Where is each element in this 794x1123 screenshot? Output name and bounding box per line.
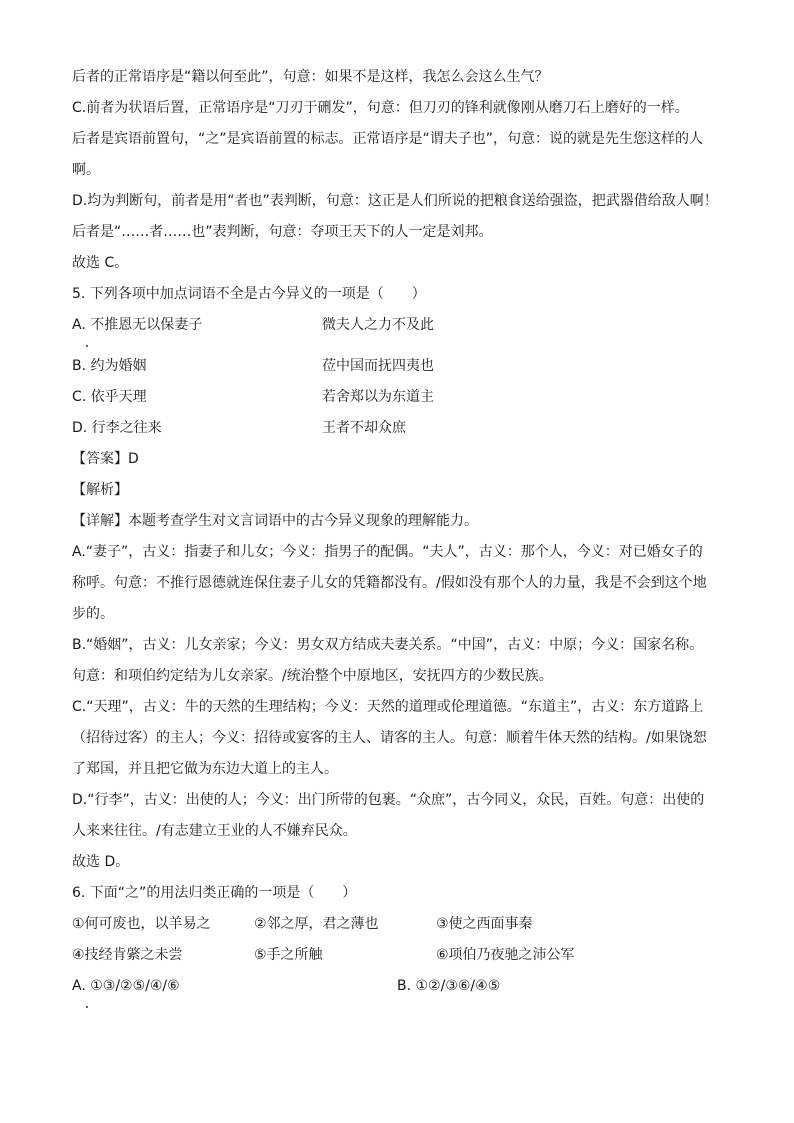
q6-items-row-2 <box>72 940 732 971</box>
q5-detail-line: C.“天理”，古义：牛的天然的生理结构；今义：天然的道理或伦理道德。“东道主”，古义：东方道路上 <box>72 699 704 715</box>
text-line: C.前者为状语后置，正常语序是“刀刃于硎发”，句意：但刀刃的锋利就像刚从磨刀石上磨好的一样。 <box>72 100 689 116</box>
q5-option-b-second: 莅中国而抚四夷也 <box>322 358 434 374</box>
text-line: 后者是宾语前置句，“之”是宾语前置的标志。正常语序是“谓夫子也”，句意：说的就是先生您这样的人 <box>72 131 704 147</box>
q5-detail-line: 称呼。句意：不推行恩德就连保住妻子儿女的凭籍都没有。/假如没有那个人的力量，我是不会到这个地 <box>72 575 707 591</box>
q5-detail-line: （招待过客）的主人；今义：招待或宴客的主人、请客的主人。句意：顺着牛体天然的结构。/如果饶恕 <box>72 730 707 746</box>
q5-detail-line: B.“婚姻”，古义：儿女亲家；今义：男女双方结成夫妻关系。“中国”，古义：中原；今义：国家名称。 <box>72 637 704 653</box>
q5-detail-line: A.“妻子”，古义：指妻子和儿女；今义：指男子的配偶。“夫人”，古义：那个人，今义：对已婚女子的 <box>72 544 703 560</box>
q5-option-row-d <box>72 413 732 444</box>
q5-option-c-second: 若舍郑以为东道主 <box>322 389 434 405</box>
q5-detail-line: 人来来往往。/有志建立王业的人不嫌弃民众。 <box>72 823 357 839</box>
q5-detail-line: D.“行李”，古义：出使的人；今义：出门所带的包裹。“众庶”，古今同义，众民，百姓。句意：出使的 <box>72 792 705 808</box>
question-5-stem: 5. 下列各项中加点词语不全是古今异义的一项是（ ） <box>72 286 426 302</box>
q5-option-row-c <box>72 382 732 413</box>
document-page <box>72 62 732 1002</box>
q5-option-a: A. 不推恩无以保妻子 <box>72 310 322 341</box>
q5-option-d: D. 行李之往来 <box>72 420 162 436</box>
q5-option-d-second: 王者不却众庶 <box>322 420 406 436</box>
q5-option-a-second: 微夫人之力不及此 <box>322 317 434 333</box>
q5-option-c: C. 依乎天理 <box>72 389 147 405</box>
q5-option-b: B. 约为婚姻 <box>72 358 147 374</box>
q5-answer: 【答案】D <box>72 451 139 467</box>
q5-detail-line: 句意：和项伯约定结为儿女亲家。/统治整个中原地区，安抚四方的少数民族。 <box>72 668 553 684</box>
q6-item-2: ②邻之厚，君之薄也 <box>254 916 379 932</box>
q5-option-row-a <box>72 310 732 341</box>
q5-detail-line: 了郑国，并且把它做为东边大道上的主人。 <box>72 761 338 777</box>
q6-choice-a: A. ①③/②⑤/④/⑥ <box>72 971 397 1002</box>
q6-item-6: ⑥项伯乃夜驰之沛公军 <box>436 947 575 963</box>
text-line: 后者的正常语序是“籍以何至此”，句意：如果不是这样，我怎么会这么生气？ <box>72 69 549 85</box>
q5-detail-line: 【详解】本题考查学生对文言词语中的古今异义现象的理解能力。 <box>72 513 478 529</box>
question-6-stem: 6. 下面“之”的用法归类正确的一项是（ ） <box>72 885 357 901</box>
q6-item-4: ④技经肯綮之未尝 <box>72 947 183 963</box>
q6-choices-row <box>72 971 732 1002</box>
q6-items-row-1 <box>72 909 732 940</box>
q6-item-1: ①何可废也，以羊易之 <box>72 916 211 932</box>
text-line: 故选 C。 <box>72 255 129 271</box>
q5-detail-line: 故选 D。 <box>72 854 130 870</box>
q6-item-5: ⑤手之所触 <box>254 947 323 963</box>
text-line: 啊。 <box>72 162 100 178</box>
q5-option-row-b <box>72 351 732 382</box>
text-line: D.均为判断句，前者是用“者也”表判断，句意：这正是人们所说的把粮食送给强盗，把武器借给敌人啊！ <box>72 193 718 209</box>
q5-analysis-heading: 【解析】 <box>72 482 128 498</box>
q6-choice-b: B. ①②/③⑥/④⑤ <box>397 978 501 994</box>
q5-detail-line: 步的。 <box>72 606 114 622</box>
text-line: 后者是“……者……也”表判断，句意：夺项王天下的人一定是刘邦。 <box>72 224 493 240</box>
q6-item-3: ③使之西面事秦 <box>436 916 533 932</box>
